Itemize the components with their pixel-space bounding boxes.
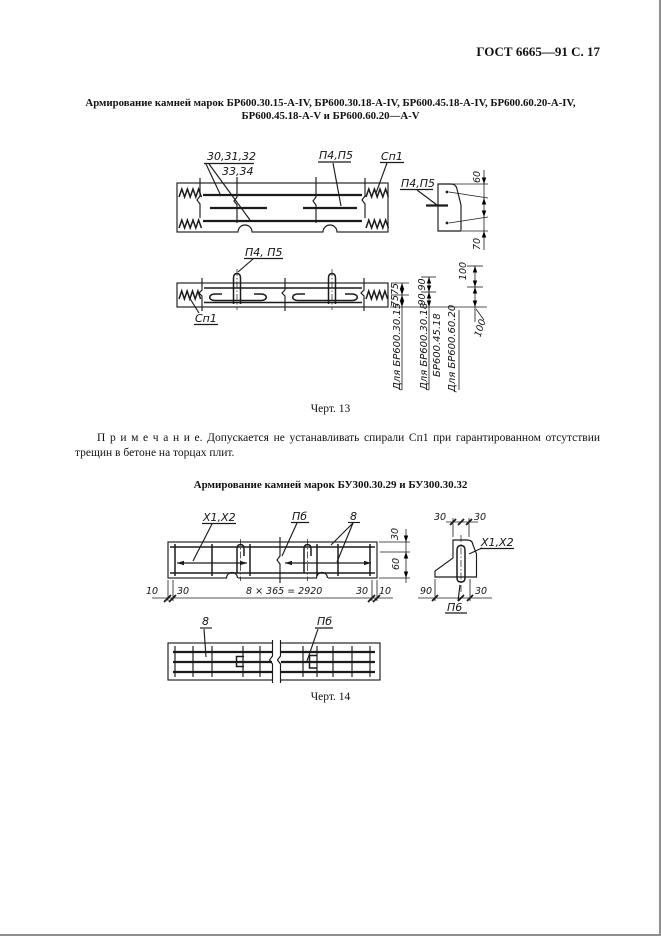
fig13-dim-90a: 90 <box>417 278 428 291</box>
fig14-dim-60-right: 60 <box>391 557 402 571</box>
fig14-elevation-view <box>146 510 410 602</box>
fig13-plan-view <box>177 149 404 233</box>
fig13-label-sp1-elev: Сп1 <box>195 312 217 325</box>
figure14-title: Армирование камней марок БУ300.30.29 и БУ300.30.32 <box>193 479 468 491</box>
figure13-title <box>0 97 661 123</box>
figure14-caption: Черт. 14 <box>310 691 351 703</box>
fig14-plan-view <box>168 615 380 683</box>
figure13-drawing <box>130 140 510 400</box>
fig13-label-bars-bottom: 33,34 <box>222 165 254 178</box>
fig13-label-p45-section: П4,П5 <box>401 177 436 190</box>
fig13-label-sp1-plan: Сп1 <box>381 150 403 163</box>
fig13-label-p45-plan: П4,П5 <box>319 149 354 162</box>
fig13-dim-75b: 75 <box>390 294 401 308</box>
fig14-dim-30-right: 30 <box>390 527 401 541</box>
fig13-mark-br600-30-15: Для БР600.30.15 <box>392 302 403 390</box>
note-paragraph: П р и м е ч а н и е. Допускается не устанавливать спирали Сп1 при гарантированном отсутствии трещин в бетоне на торцах плит. <box>75 432 600 459</box>
fig14-label-x12-elev: Х1,Х2 <box>203 511 236 524</box>
fig14-dim-10-right: 10 <box>379 586 392 597</box>
fig14-dim-30-top1: 30 <box>434 512 447 523</box>
fig14-dim-30-right2: 30 <box>356 586 369 597</box>
figure13-title-line2: БР600.45.18-А-V и БР600.60.20—А-V <box>241 110 420 122</box>
fig13-dim-75a: 75 <box>390 282 401 296</box>
fig13-dim-60: 60 <box>472 170 483 184</box>
fig14-dim-90: 90 <box>420 586 433 597</box>
page-header: ГОСТ 6665—91 С. 17 <box>476 44 600 59</box>
fig14-label-x12-section: Х1,Х2 <box>481 536 514 549</box>
fig14-label-8-elev: 8 <box>350 510 357 523</box>
fig13-mark-br600-45-18: БР600.45.18 <box>432 313 443 377</box>
figure14-drawing <box>130 503 520 693</box>
figure13-title-line1: Армирование камней марок БР600.30.15-А-IV, БР600.30.18-А-IV, БР600.45.18-А-IV, БР600.60.20-А-IV, <box>85 97 576 109</box>
fig14-label-p6-section: П6 <box>447 601 463 614</box>
fig14-dim-span: 8 × 365 = 2920 <box>246 586 323 597</box>
fig14-label-p6-elev: Пб <box>292 510 308 523</box>
fig13-section-detail <box>400 170 488 250</box>
fig13-mark-br600-30-18: Для БР600.30.18 <box>419 302 430 390</box>
fig14-dim-30-left: 30 <box>177 586 190 597</box>
fig14-dim-10-left: 10 <box>146 586 159 597</box>
fig13-dim-90b: 90 <box>417 293 428 306</box>
fig14-dim-30-top2: 30 <box>474 512 487 523</box>
fig13-elevation-view <box>177 246 388 325</box>
fig14-section-view <box>418 512 514 614</box>
fig13-dim-100a: 100 <box>458 261 469 281</box>
fig14-label-p6-plan: Пб <box>317 615 333 628</box>
fig14-dim-30-bottom: 30 <box>475 586 488 597</box>
figure13-caption: Черт. 13 <box>310 403 351 415</box>
fig13-dim-100b: 100 <box>472 317 489 339</box>
fig13-dimension-chains <box>390 262 489 393</box>
fig13-dim-70: 70 <box>472 237 483 251</box>
fig14-label-8-plan: 8 <box>202 615 209 628</box>
fig13-label-bars-top: 30,31,32 <box>207 150 256 163</box>
fig13-label-p45-elev: П4, П5 <box>245 246 283 259</box>
fig13-mark-br600-60-20: Для БР600.60.20 <box>447 304 458 392</box>
